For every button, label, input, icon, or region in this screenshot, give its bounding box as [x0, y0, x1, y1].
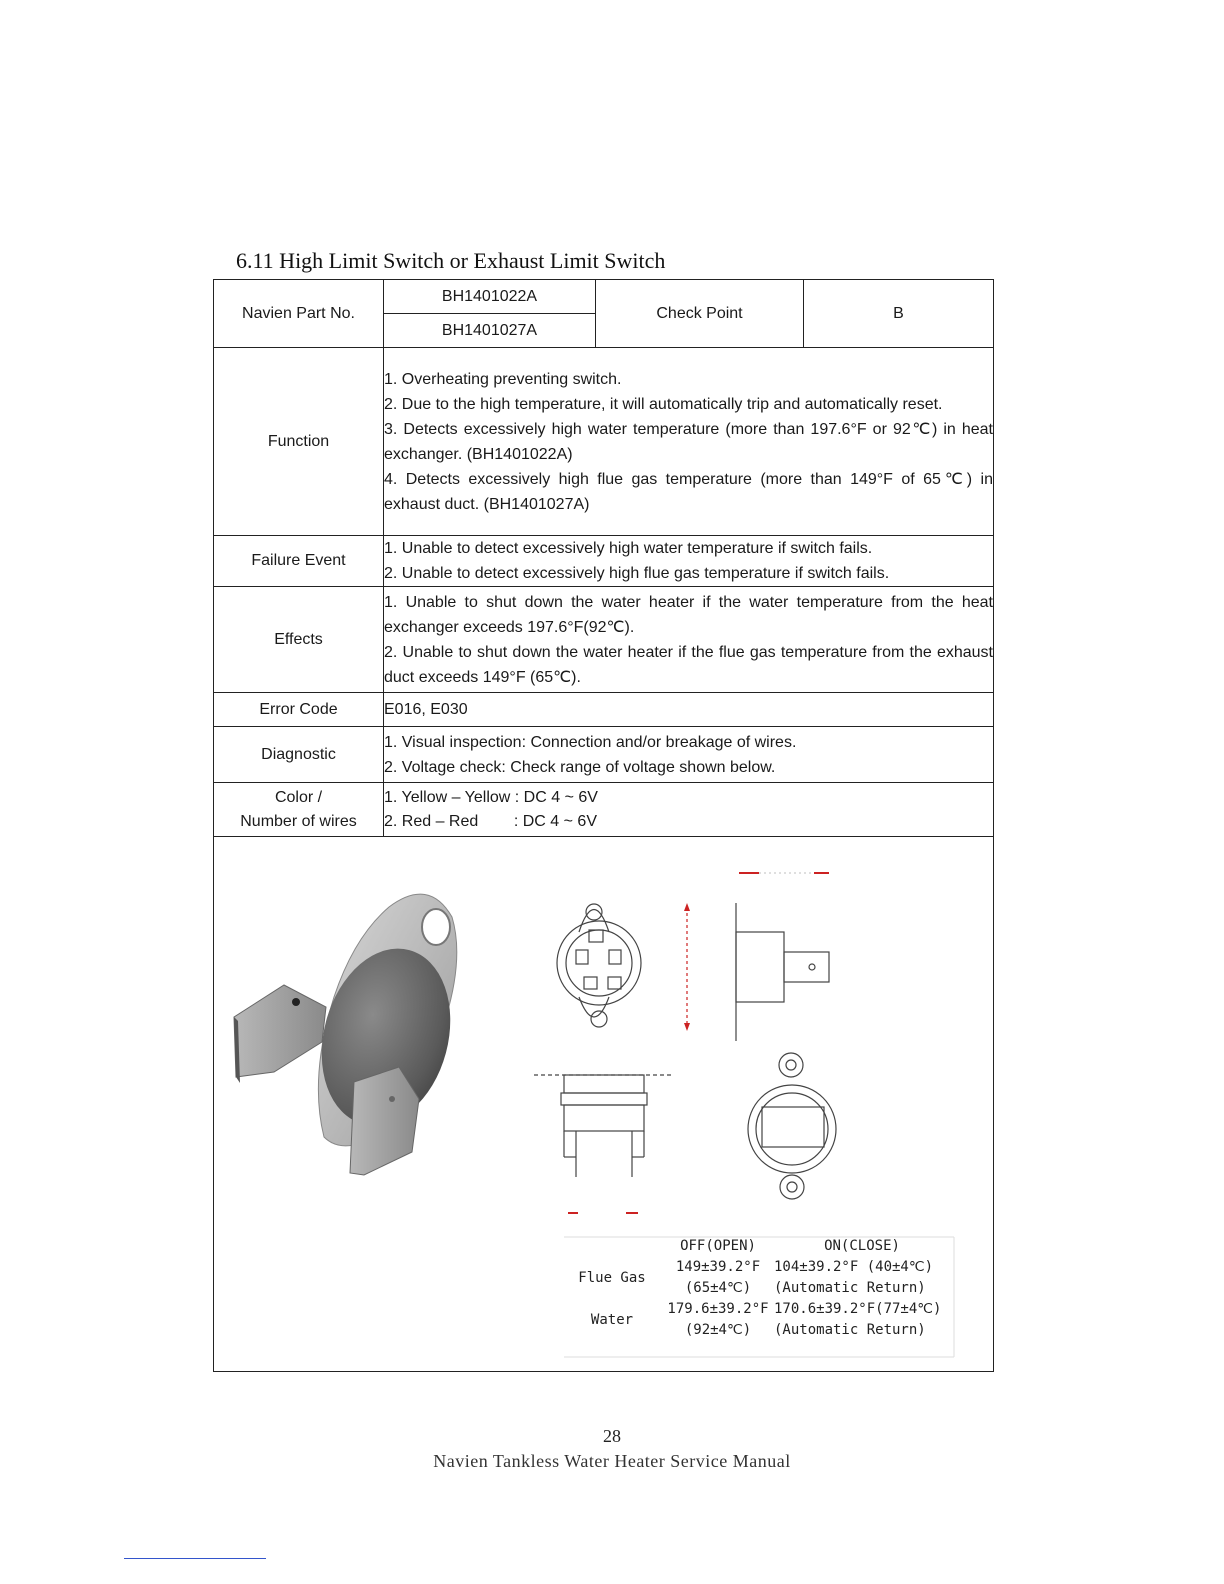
- flue-gas-off-2: (65±4℃): [684, 1280, 752, 1296]
- side-view-diagram: [736, 873, 829, 1041]
- bottom-view-diagram: [748, 1053, 836, 1199]
- diagnostic-label: Diagnostic: [214, 727, 384, 783]
- col-off-header: OFF(OPEN): [680, 1238, 756, 1254]
- function-label: Function: [214, 348, 384, 536]
- color-wires-text: [384, 783, 994, 837]
- check-point-value: B: [804, 280, 994, 348]
- water-on-2: (Automatic Return): [774, 1322, 926, 1338]
- part-number-1: BH1401022A: [384, 280, 596, 314]
- manual-title: Navien Tankless Water Heater Service Manual: [433, 1451, 791, 1471]
- diagnostic-line-1: 1. Visual inspection: Connection and/or breakage of wires.: [384, 733, 797, 751]
- part-number-2: BH1401027A: [384, 314, 596, 348]
- failure-event-row: [214, 536, 994, 587]
- switch-photo: [234, 894, 469, 1175]
- diagnostic-text: [384, 727, 994, 783]
- effects-line-1: 1. Unable to shut down the water heater if the water temperature from the heat exchanger exceeds 197.6°F(92℃).: [384, 593, 993, 636]
- function-line-3: 3. Detects excessively high water temperature (more than 197.6°F or 92℃) in heat exchanger. (BH1401022A): [384, 420, 994, 463]
- error-code-text: [384, 693, 994, 727]
- temperature-table: [560, 1236, 952, 1341]
- effects-row: [214, 587, 994, 693]
- water-label: Water: [590, 1311, 634, 1328]
- failure-event-label: Failure Event: [214, 536, 384, 587]
- section-title: 6.11 High Limit Switch or Exhaust Limit Switch: [236, 248, 666, 273]
- color-wires-row: [214, 783, 994, 837]
- failure-event-line-2: 2. Unable to detect excessively high flue gas temperature if switch fails.: [384, 565, 890, 582]
- flue-gas-on-2: (Automatic Return): [774, 1280, 926, 1296]
- flue-gas-off-1: 149±39.2°F: [675, 1259, 761, 1275]
- effects-label: Effects: [214, 587, 384, 693]
- flue-gas-label: Flue Gas: [578, 1269, 646, 1286]
- effects-text: [384, 587, 994, 693]
- failure-event-text: [384, 536, 994, 587]
- check-point-label: Check Point: [596, 280, 804, 348]
- water-off-1: 179.6±39.2°F: [667, 1301, 769, 1317]
- color-wires-label-line-2: Number of wires: [240, 812, 357, 830]
- color-wires-label: [214, 783, 384, 837]
- color-wires-label-line-1: Color /: [274, 788, 323, 806]
- function-row: [214, 348, 994, 536]
- error-code-label: Error Code: [214, 693, 384, 727]
- part-no-label: Navien Part No.: [214, 280, 384, 348]
- spec-table: [213, 279, 994, 1372]
- col-on-header: ON(CLOSE): [824, 1238, 900, 1254]
- function-line-1: 1. Overheating preventing switch.: [384, 370, 622, 388]
- front-elevation-diagram: [534, 1075, 674, 1213]
- color-wires-line-1: 1. Yellow – Yellow : DC 4 ~ 6V: [384, 788, 598, 806]
- page-number: 28: [603, 1426, 621, 1446]
- function-line-2: 2. Due to the high temperature, it will automatically trip and automatically reset.: [384, 395, 943, 413]
- top-view-diagram: [557, 903, 690, 1031]
- error-code-row: [214, 693, 994, 727]
- effects-line-2: 2. Unable to shut down the water heater if the flue gas temperature from the exhaust duct exceeds 149°F (65℃).: [384, 643, 993, 686]
- flue-gas-on-1: 104±39.2°F (40±4℃): [774, 1259, 934, 1275]
- color-wires-line-2: 2. Red – Red : DC 4 ~ 6V: [384, 812, 597, 830]
- water-off-2: (92±4℃): [684, 1322, 752, 1338]
- footer-rule: [124, 1558, 266, 1559]
- failure-event-line-1: 1. Unable to detect excessively high water temperature if switch fails.: [384, 540, 873, 557]
- diagnostic-row: [214, 727, 994, 783]
- error-code-value: E016, E030: [384, 701, 468, 718]
- diagnostic-line-2: 2. Voltage check: Check range of voltage shown below.: [384, 758, 776, 776]
- function-line-4: 4. Detects excessively high flue gas temperature (more than 149°F of 65℃) in exhaust duct. (BH1401027A): [384, 470, 993, 513]
- water-on-1: 170.6±39.2°F(77±4℃): [774, 1301, 942, 1317]
- function-text: [384, 348, 994, 536]
